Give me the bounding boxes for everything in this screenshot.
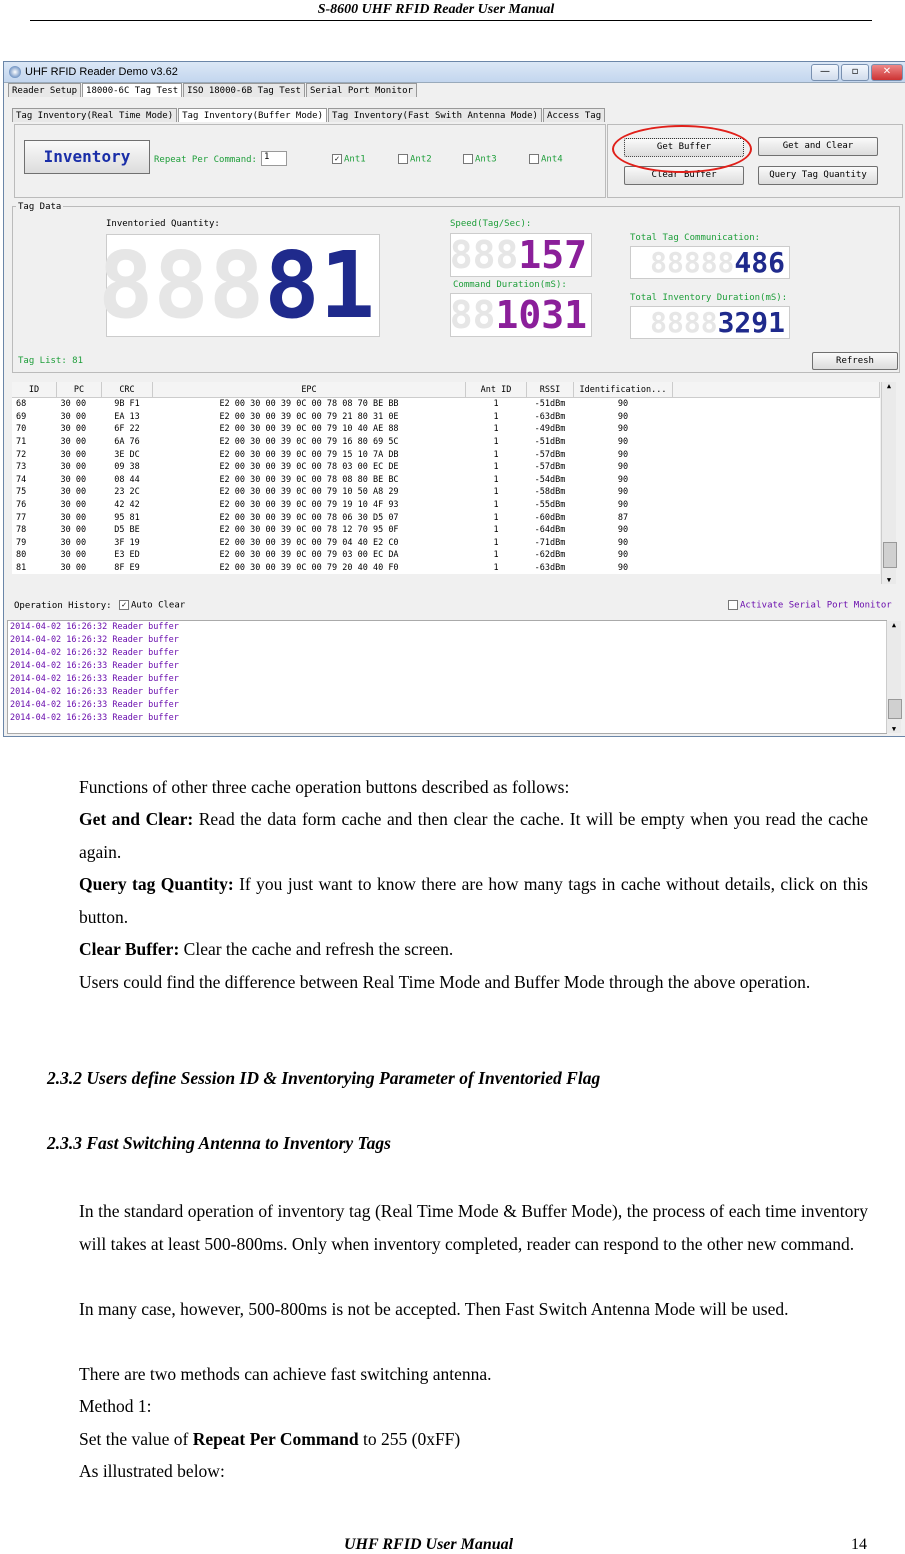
app-icon [9,66,21,78]
table-cell: 74 [16,474,27,485]
get-buffer-button[interactable]: Get Buffer [624,138,744,157]
set-repeat-value: Set the value of Repeat Per Command to 255 (0xFF) [79,1429,461,1449]
tab-buffer-mode[interactable]: Tag Inventory(Buffer Mode) [178,108,327,122]
table-cell: E2 00 30 00 39 0C 00 78 03 00 EC DE [219,462,399,473]
table-cell: 78 [16,525,27,536]
scroll-down-icon[interactable]: ▼ [891,725,897,733]
table-cell: 73 [16,462,27,473]
table-cell: 90 [617,487,629,498]
table-cell: 8F E9 [114,563,140,574]
table-cell: 30 00 [60,424,87,435]
footer-title: UHF RFID User Manual [344,1536,514,1553]
inventory-button[interactable]: Inventory [24,140,150,174]
table-cell: 1 [493,449,499,460]
command-duration-display: 88 1031 [450,293,592,337]
ant1-checkbox[interactable]: ✓ Ant1 [332,154,366,165]
serial-monitor-checkbox[interactable]: Activate Serial Port Monitor [728,600,892,611]
table-cell: E2 00 30 00 39 0C 00 79 16 80 69 5C [219,437,399,448]
table-cell: 1 [493,563,499,574]
speed-label: Speed(Tag/Sec): [450,219,532,229]
tab-access-tag[interactable]: Access Tag [543,108,605,122]
table-cell: 71 [16,437,27,448]
table-cell: 90 [617,411,629,422]
table-cell: 1 [493,537,499,548]
tag-list-label: Tag List: 81 [18,356,84,366]
table-cell: -63dBm [534,563,566,574]
table-cell: 68 [16,399,27,410]
table-cell: E2 00 30 00 39 0C 00 79 10 40 AE 88 [219,424,399,435]
query-tag-quantity-description: Query tag Quantity: If you just want to know there are how many tags in cache without details, click on this button. [79,874,868,927]
table-cell: 90 [617,399,629,410]
table-cell: 90 [617,563,629,574]
window-title: UHF RFID Reader Demo v3.62 [25,66,178,78]
total-communication-label: Total Tag Communication: [630,233,761,243]
table-cell: E2 00 30 00 39 0C 00 79 10 50 A8 29 [219,487,399,498]
table-cell: 90 [617,525,629,536]
tag-table [12,382,880,574]
table-cell: 42 42 [114,500,140,511]
table-cell: 30 00 [60,563,87,574]
table-cell: 90 [617,449,629,460]
table-cell: -60dBm [534,512,566,523]
table-cell: 3F 19 [114,537,140,548]
table-cell: 95 81 [114,512,140,523]
col-epc[interactable]: EPC [153,382,466,398]
table-cell: 90 [617,424,629,435]
col-id[interactable]: ID [12,382,57,398]
table-cell: -55dBm [534,500,566,511]
table-cell: 90 [617,537,629,548]
table-cell: E2 00 30 00 39 0C 00 78 08 80 BE BC [219,474,399,485]
table-cell: E2 00 30 00 39 0C 00 79 03 00 EC DA [219,550,399,561]
table-cell: 76 [16,500,27,511]
tab-serial-port-monitor[interactable]: Serial Port Monitor [306,83,417,97]
table-cell: 30 00 [60,500,87,511]
heading-2-3-3: 2.3.3 Fast Switching Antenna to Inventory Tags [47,1133,391,1153]
table-cell: -71dBm [534,537,566,548]
table-row[interactable] [12,423,880,436]
paragraph-many-case: In many case, however, 500-800ms is not be accepted. Then Fast Switch Antenna Mode will be used. [79,1299,789,1319]
scroll-up-icon[interactable]: ▲ [891,621,897,629]
ant3-checkbox[interactable]: Ant3 [463,154,497,165]
table-cell: 80 [16,550,27,561]
table-cell: 90 [617,550,629,561]
table-cell: E2 00 30 00 39 0C 00 79 20 40 40 F0 [219,563,399,574]
operation-history-label: Operation History: [14,601,112,611]
as-illustrated: As illustrated below: [79,1461,225,1481]
table-row[interactable] [12,411,880,424]
table-cell: 9B F1 [114,399,140,410]
table-row[interactable] [12,537,880,550]
table-cell: 1 [493,487,499,498]
repeat-label: Repeat Per Command: [154,155,257,165]
total-communication-display: 88888 486 [630,246,790,279]
table-cell: 08 44 [114,474,140,485]
table-cell: E2 00 30 00 39 0C 00 79 21 80 31 0E [219,411,399,422]
log-line: 2014-04-02 16:26:33 Reader buffer [10,661,179,671]
table-cell: -54dBm [534,474,566,485]
table-row[interactable] [12,474,880,487]
tab-18000-6c[interactable]: 18000-6C Tag Test [82,83,182,97]
table-cell: 69 [16,411,27,422]
table-cell: 90 [617,437,629,448]
table-cell: EA 13 [114,411,140,422]
log-line: 2014-04-02 16:26:32 Reader buffer [10,648,179,658]
table-row[interactable] [12,511,880,524]
table-cell: 75 [16,487,27,498]
title-bar [4,62,905,83]
check-icon: ✓ [332,154,342,164]
table-cell: 30 00 [60,512,87,523]
table-row[interactable] [12,448,880,461]
table-row[interactable] [12,549,880,562]
table-cell: 1 [493,512,499,523]
operation-log [7,620,887,734]
page-header: S-8600 UHF RFID Reader User Manual [317,2,555,17]
table-cell: -62dBm [534,550,566,561]
table-cell: E2 00 30 00 39 0C 00 79 19 10 4F 93 [219,500,399,511]
table-cell: 90 [617,500,629,511]
tab-fast-switch-mode[interactable]: Tag Inventory(Fast Swith Antenna Mode) [328,108,542,122]
scroll-thumb[interactable] [888,699,902,719]
col-identification[interactable]: Identification... [574,382,673,398]
table-row[interactable] [12,524,880,537]
table-cell: 81 [16,563,27,574]
table-cell: 09 38 [114,462,140,473]
speed-display: 888 157 [450,233,592,277]
table-cell: 30 00 [60,449,87,460]
table-cell: D5 BE [114,525,140,536]
table-cell: 1 [493,462,499,473]
table-scrollbar[interactable] [881,382,896,584]
table-row[interactable] [12,461,880,474]
total-duration-label: Total Inventory Duration(mS): [630,293,788,303]
auto-clear-checkbox[interactable]: ✓ Auto Clear [119,600,185,611]
table-cell: 70 [16,424,27,435]
inventoried-display: 888 81 [106,234,380,337]
table-cell: 1 [493,437,499,448]
table-cell: 6F 22 [114,424,140,435]
users-text: Users could find the difference between Real Time Mode and Buffer Mode through the above operation. [79,972,811,992]
tab-reader-setup[interactable]: Reader Setup [8,83,81,97]
total-duration-display: 8888 3291 [630,306,790,339]
table-cell: 77 [16,512,27,523]
scroll-thumb[interactable] [883,542,897,568]
main-tabs [8,83,418,97]
table-cell: E2 00 30 00 39 0C 00 79 04 40 E2 C0 [219,537,399,548]
repeat-input[interactable]: 1 [261,151,287,166]
table-cell: 30 00 [60,411,87,422]
table-cell: 1 [493,424,499,435]
sub-tabs [12,108,606,122]
table-row[interactable] [12,436,880,449]
tag-data-title: Tag Data [18,202,62,212]
maximize-button[interactable]: ▫ [841,64,869,81]
table-cell: 1 [493,399,499,410]
table-cell: E3 ED [114,550,140,561]
col-crc[interactable]: CRC [102,382,153,398]
table-cell: -51dBm [534,399,566,410]
table-cell: -58dBm [534,487,566,498]
table-cell: 30 00 [60,487,87,498]
table-cell: 1 [493,474,499,485]
table-cell: 1 [493,525,499,536]
page-number: 14 [851,1536,867,1553]
app-window [3,61,905,737]
refresh-button[interactable]: Refresh [812,352,898,370]
table-cell: -57dBm [534,462,566,473]
table-cell: 87 [617,512,629,523]
header-rule [30,20,872,21]
table-cell: E2 00 30 00 39 0C 00 78 06 30 D5 07 [219,512,399,523]
table-cell: -63dBm [534,411,566,422]
method-1: Method 1: [79,1396,152,1416]
scroll-up-icon[interactable]: ▲ [886,382,892,390]
col-pc[interactable]: PC [57,382,102,398]
tag-rows [12,398,880,575]
table-cell: 72 [16,449,27,460]
table-cell: 30 00 [60,525,87,536]
log-scrollbar[interactable] [886,621,901,733]
check-icon: ✓ [119,600,129,610]
table-cell: 1 [493,411,499,422]
command-duration-label: Command Duration(mS): [453,280,567,290]
table-row[interactable] [12,562,880,575]
highlight-circle [612,125,752,173]
table-cell: 30 00 [60,474,87,485]
get-and-clear-button[interactable]: Get and Clear [758,137,878,156]
table-cell: -64dBm [534,525,566,536]
heading-2-3-2: 2.3.2 Users define Session ID & Inventorying Parameter of Inventoried Flag [47,1068,601,1088]
table-cell: 1 [493,500,499,511]
log-line: 2014-04-02 16:26:32 Reader buffer [10,622,179,632]
table-row[interactable] [12,398,880,411]
inventoried-label: Inventoried Quantity: [106,219,220,229]
table-cell: 1 [493,550,499,561]
table-header [12,382,880,398]
ant2-checkbox[interactable]: Ant2 [398,154,432,165]
table-row[interactable] [12,499,880,512]
table-cell: 79 [16,537,27,548]
tab-real-time-mode[interactable]: Tag Inventory(Real Time Mode) [12,108,177,122]
col-ant-id[interactable]: Ant ID [466,382,527,398]
table-cell: 30 00 [60,437,87,448]
log-line: 2014-04-02 16:26:33 Reader buffer [10,700,179,710]
table-cell: E2 00 30 00 39 0C 00 78 08 70 BE BB [219,399,399,410]
table-cell: E2 00 30 00 39 0C 00 78 12 70 95 0F [219,525,399,536]
table-cell: 30 00 [60,399,87,410]
query-tag-quantity-button[interactable]: Query Tag Quantity [758,166,878,185]
clear-buffer-button[interactable]: Clear Buffer [624,166,744,185]
minimize-button[interactable]: — [811,64,839,81]
table-cell: 90 [617,474,629,485]
ant4-checkbox[interactable]: Ant4 [529,154,563,165]
table-cell: 23 2C [114,487,140,498]
table-cell: 30 00 [60,462,87,473]
close-button[interactable]: ✕ [871,64,903,81]
log-line: 2014-04-02 16:26:33 Reader buffer [10,687,179,697]
table-cell: -49dBm [534,424,566,435]
table-cell: E2 00 30 00 39 0C 00 79 15 10 7A DB [219,449,399,460]
paragraph-two-methods: There are two methods can achieve fast switching antenna. [79,1364,492,1384]
col-rssi[interactable]: RSSI [527,382,574,398]
table-cell: 90 [617,462,629,473]
table-cell: 30 00 [60,550,87,561]
scroll-down-icon[interactable]: ▼ [886,576,892,584]
clear-buffer-description: Clear Buffer: Clear the cache and refresh the screen. [79,939,454,959]
log-line: 2014-04-02 16:26:32 Reader buffer [10,635,179,645]
table-row[interactable] [12,486,880,499]
get-and-clear-description: Get and Clear: Read the data form cache and then clear the cache. It will be empty when you read the cache again. [79,809,868,862]
log-line: 2014-04-02 16:26:33 Reader buffer [10,674,179,684]
table-cell: -57dBm [534,449,566,460]
log-line: 2014-04-02 16:26:33 Reader buffer [10,713,179,723]
table-cell: 6A 76 [114,437,140,448]
paragraph-standard-operation: In the standard operation of inventory tag (Real Time Mode & Buffer Mode), the process of each time inventory will takes at least 500-800ms. Only when inventory completed, reader can respond to the other new command. [79,1201,868,1254]
table-cell: 30 00 [60,537,87,548]
intro-text: Functions of other three cache operation buttons described as follows: [79,777,570,797]
table-cell: -51dBm [534,437,566,448]
tab-iso-18000-6b[interactable]: ISO 18000-6B Tag Test [183,83,305,97]
table-cell: 3E DC [114,449,140,460]
